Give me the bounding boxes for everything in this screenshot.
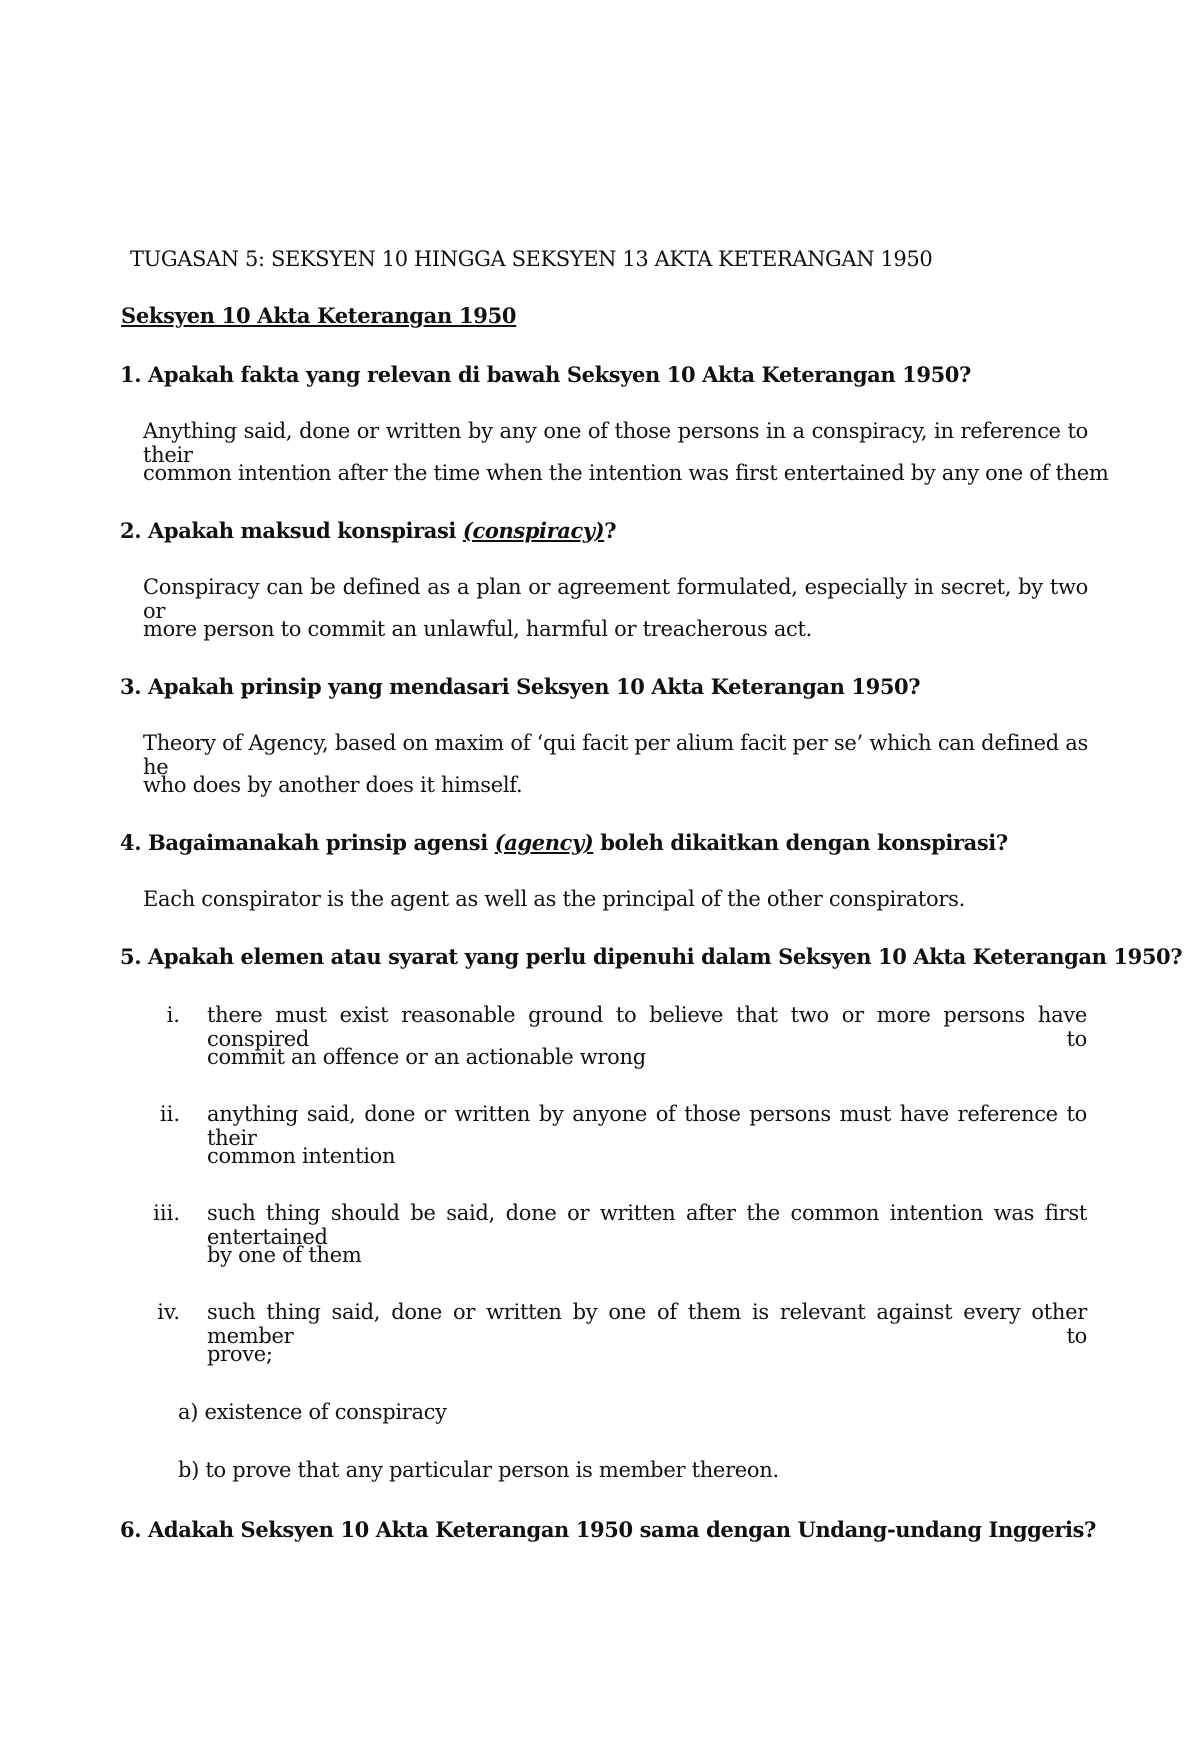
element-number: iv. bbox=[157, 1300, 180, 1324]
answer-2-line-2: more person to commit an unlawful, harmful or treacherous act. bbox=[143, 617, 813, 641]
question-4-suffix: boleh dikaitkan dengan konspirasi? bbox=[593, 830, 1008, 855]
question-2-prefix: 2. Apakah maksud konspirasi bbox=[120, 518, 463, 543]
question-5: 5. Apakah elemen atau syarat yang perlu dipenuhi dalam Seksyen 10 Akta Keterangan 1950? bbox=[120, 944, 1183, 969]
section-heading: Seksyen 10 Akta Keterangan 1950 bbox=[121, 303, 517, 328]
question-4-prefix: 4. Bagaimanakah prinsip agensi bbox=[120, 830, 495, 855]
sub-item-b: b) to prove that any particular person is member thereon. bbox=[178, 1458, 779, 1482]
question-4-term: (agency) bbox=[494, 830, 594, 855]
element-3-line-1: such thing should be said, done or written after the common intention was first entertained bbox=[207, 1201, 1087, 1249]
element-4-line-2: prove; bbox=[207, 1342, 273, 1366]
question-1: 1. Apakah fakta yang relevan di bawah Seksyen 10 Akta Keterangan 1950? bbox=[120, 362, 971, 387]
element-number: ii. bbox=[159, 1102, 180, 1126]
answer-4: Each conspirator is the agent as well as the principal of the other conspirators. bbox=[143, 887, 965, 911]
element-number: i. bbox=[166, 1003, 180, 1027]
answer-2-line-1: Conspiracy can be defined as a plan or agreement formulated, especially in secret, by two or bbox=[143, 575, 1088, 623]
answer-1-line-2: common intention after the time when the intention was first entertained by any one of them bbox=[143, 461, 1109, 485]
document-title: TUGASAN 5: SEKSYEN 10 HINGGA SEKSYEN 13 AKTA KETERANGAN 1950 bbox=[130, 247, 933, 271]
element-4-line-1: such thing said, done or written by one of them is relevant against every other member to bbox=[207, 1300, 1087, 1348]
answer-1-line-1: Anything said, done or written by any one of those persons in a conspiracy, in reference to their bbox=[143, 419, 1088, 467]
question-4 bbox=[120, 830, 1008, 855]
question-6: 6. Adakah Seksyen 10 Akta Keterangan 1950 sama dengan Undang-undang Inggeris? bbox=[120, 1517, 1096, 1542]
question-3: 3. Apakah prinsip yang mendasari Seksyen 10 Akta Keterangan 1950? bbox=[120, 674, 921, 699]
element-1-line-2: commit an offence or an actionable wrong bbox=[207, 1045, 646, 1069]
element-3-line-2: by one of them bbox=[207, 1243, 362, 1267]
sub-item-a: a) existence of conspiracy bbox=[178, 1400, 447, 1424]
element-2-line-1: anything said, done or written by anyone of those persons must have reference to their bbox=[207, 1102, 1087, 1150]
answer-3-line-1: Theory of Agency, based on maxim of ‘qui facit per alium facit per se’ which can defined as he bbox=[143, 731, 1088, 779]
element-1-line-1: there must exist reasonable ground to believe that two or more persons have conspired to bbox=[207, 1003, 1087, 1051]
element-2-line-2: common intention bbox=[207, 1144, 396, 1168]
question-2-suffix: ? bbox=[604, 518, 617, 543]
question-2-term: (conspiracy) bbox=[462, 518, 605, 543]
answer-3-line-2: who does by another does it himself. bbox=[143, 773, 523, 797]
question-2 bbox=[120, 518, 616, 543]
element-number: iii. bbox=[153, 1201, 180, 1225]
